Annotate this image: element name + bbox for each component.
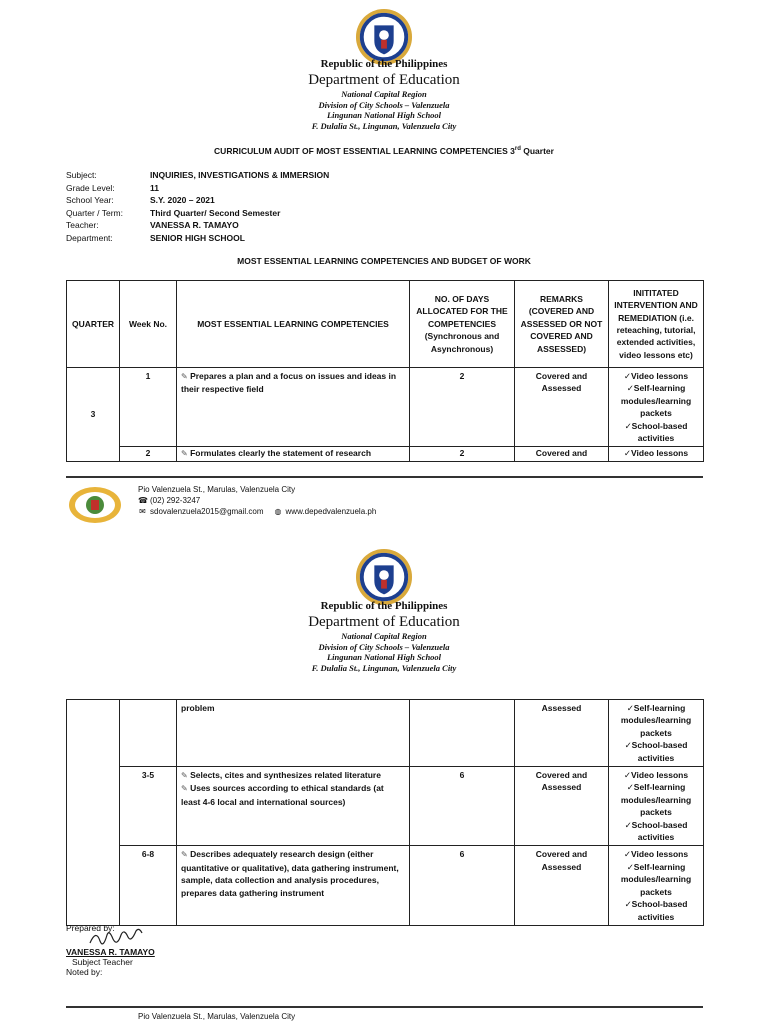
region-label: National Capital Region: [341, 89, 427, 99]
intervention-item: ✓Video lessons: [623, 371, 689, 381]
address-label: F. Dulalia St., Lingunan, Valenzuela City: [311, 662, 457, 673]
days-cell: 6: [410, 846, 515, 925]
table-title: MOST ESSENTIAL LEARNING COMPETENCIES AND BUDGET OF WORK: [237, 256, 531, 266]
republic-label: Republic of the Philippines: [320, 58, 448, 70]
info-value: S.Y. 2020 – 2021: [150, 195, 215, 206]
intervention-item: ✓School-based activities: [624, 819, 688, 843]
globe-icon: ◍: [274, 507, 282, 516]
intervention-item: ✓Self-learning modules/learning packets: [620, 383, 692, 419]
republic-label: Republic of the Philippines: [320, 600, 448, 612]
info-key: Quarter / Term:: [66, 207, 123, 218]
division-label: Division of City Schools – Valenzuela: [318, 641, 450, 652]
days-cell: [410, 700, 515, 767]
intervention-item: ✓School-based activities: [624, 740, 688, 763]
header-week: Week No.: [120, 281, 177, 368]
footer-website: www.depedvalenzuela.ph: [285, 507, 377, 516]
handwritten-signature: [66, 933, 155, 947]
signature-block: [66, 923, 155, 977]
melc-table-page2: [66, 699, 704, 926]
school-label: Lingunan National High School: [326, 652, 442, 662]
letterhead: [0, 600, 768, 673]
intervention-item: ✓Self-learning modules/learning packets: [620, 861, 692, 897]
remarks-cell: Covered and Assessed: [515, 368, 609, 447]
intervention-item: ✓School-based activities: [624, 899, 688, 922]
info-value: SENIOR HIGH SCHOOL: [150, 232, 245, 243]
table-header-row: [67, 281, 704, 368]
info-key: Subject:: [66, 170, 97, 180]
footer-contact: [138, 484, 376, 517]
sdo-valenzuela-logo: [66, 481, 124, 525]
info-key: School Year:: [66, 195, 114, 206]
info-value: INQUIRIES, INVESTIGATIONS & IMMERSION: [150, 170, 330, 180]
department-label: Department of Education: [308, 72, 460, 88]
division-label: Division of City Schools – Valenzuela: [318, 99, 450, 110]
competency-cell: ✎ Selects, cites and synthesizes related literature ✎ Uses sources according to ethical standards (at least 4-6 local and international sources): [177, 767, 410, 846]
info-value: 11: [150, 182, 159, 193]
competency-cell: ✎ Formulates clearly the statement of research: [177, 447, 410, 461]
phone-icon: ☎: [138, 496, 148, 505]
competency-cell: problem: [177, 700, 410, 767]
region-label: National Capital Region: [341, 631, 427, 641]
header-intervention: INITITATED INTERVENTION AND REMEDIATION (i.e. reteaching, tutorial, extended activities, video lessons etc): [609, 281, 704, 368]
intervention-item: ✓Video lessons: [623, 770, 689, 781]
header-days: NO. OF DAYS ALLOCATED FOR THE COMPETENCIES (Synchronous and Asynchronous): [410, 281, 515, 368]
info-value: VANESSA R. TAMAYO: [150, 220, 239, 231]
intervention-item: ✓School-based activities: [624, 420, 688, 444]
header-quarter: QUARTER: [67, 281, 120, 368]
intervention-cell: [609, 368, 704, 447]
quarter-cell: [67, 700, 120, 926]
address-label: F. Dulalia St., Lingunan, Valenzuela City: [311, 120, 457, 131]
remarks-cell: Covered and: [515, 447, 609, 461]
intervention-item: ✓Video lessons: [623, 849, 689, 860]
remarks-cell: Covered and Assessed: [515, 846, 609, 925]
days-cell: 2: [410, 447, 515, 461]
info-block: [66, 170, 329, 246]
pen-icon: ✎: [181, 449, 188, 459]
week-cell: [120, 700, 177, 767]
footer-divider: [66, 476, 703, 478]
footer-divider: [66, 1006, 703, 1008]
quarter-cell: 3: [67, 368, 120, 462]
competency-cell: ✎ Describes adequately research design (either quantitative or qualitative), data gathering instrument, sample, data collection and analysis procedures, prepares data gathering instrument: [177, 846, 410, 925]
table-row: [67, 700, 704, 767]
footer-address: Pio Valenzuela St., Marulas, Valenzuela City: [138, 1012, 296, 1021]
noted-by-label: Noted by:: [66, 967, 103, 977]
info-key: Grade Level:: [66, 182, 115, 193]
info-key: Teacher:: [66, 220, 99, 231]
intervention-item: ✓Self-learning modules/learning packets: [620, 782, 692, 818]
table-row: [67, 846, 704, 925]
days-cell: 6: [410, 767, 515, 846]
deped-seal: [355, 548, 413, 606]
footer-phone: (02) 292-3247: [150, 496, 201, 505]
teacher-name: VANESSA R. TAMAYO: [66, 947, 155, 957]
days-cell: 2: [410, 368, 515, 447]
footer-email: sdovalenzuela2015@gmail.com: [150, 507, 264, 516]
school-label: Lingunan National High School: [326, 110, 442, 120]
week-cell: 2: [120, 447, 177, 461]
department-label: Department of Education: [308, 614, 460, 630]
pen-icon: ✎: [181, 771, 188, 781]
competency-cell: ✎ Prepares a plan and a focus on issues and ideas in their respective field: [177, 368, 410, 447]
week-cell: 6-8: [120, 846, 177, 925]
week-cell: 1: [120, 368, 177, 447]
info-key: Department:: [66, 232, 113, 243]
letterhead: [0, 58, 768, 131]
pen-icon: ✎: [181, 784, 188, 794]
intervention-cell: [609, 700, 704, 767]
footer-contact: [138, 1011, 295, 1022]
header-remarks: REMARKS (COVERED AND ASSESSED OR NOT COVERED AND ASSESSED): [515, 281, 609, 368]
table-row: [67, 447, 704, 461]
footer-address: Pio Valenzuela St., Marulas, Valenzuela City: [138, 485, 296, 494]
prepared-by-label: Prepared by:: [66, 923, 115, 933]
pen-icon: ✎: [181, 372, 188, 381]
table-row: [67, 767, 704, 846]
intervention-cell: ✓Video lessons: [609, 447, 704, 461]
week-cell: 3-5: [120, 767, 177, 846]
table-row: [67, 368, 704, 447]
intervention-cell: [609, 767, 704, 846]
remarks-cell: Covered and Assessed: [515, 767, 609, 846]
document-title: CURRICULUM AUDIT OF MOST ESSENTIAL LEARNING COMPETENCIES 3rd Quarter: [214, 146, 554, 156]
header-competencies: MOST ESSENTIAL LEARNING COMPETENCIES: [177, 281, 410, 368]
remarks-cell: Assessed: [515, 700, 609, 767]
teacher-role: Subject Teacher: [72, 957, 133, 967]
email-icon: ✉: [139, 507, 146, 516]
pen-icon: ✎: [181, 850, 188, 860]
info-value: Third Quarter/ Second Semester: [150, 207, 281, 218]
intervention-cell: [609, 846, 704, 925]
intervention-item: ✓Self-learning modules/learning packets: [620, 703, 692, 738]
melc-table-page1: [66, 280, 704, 462]
